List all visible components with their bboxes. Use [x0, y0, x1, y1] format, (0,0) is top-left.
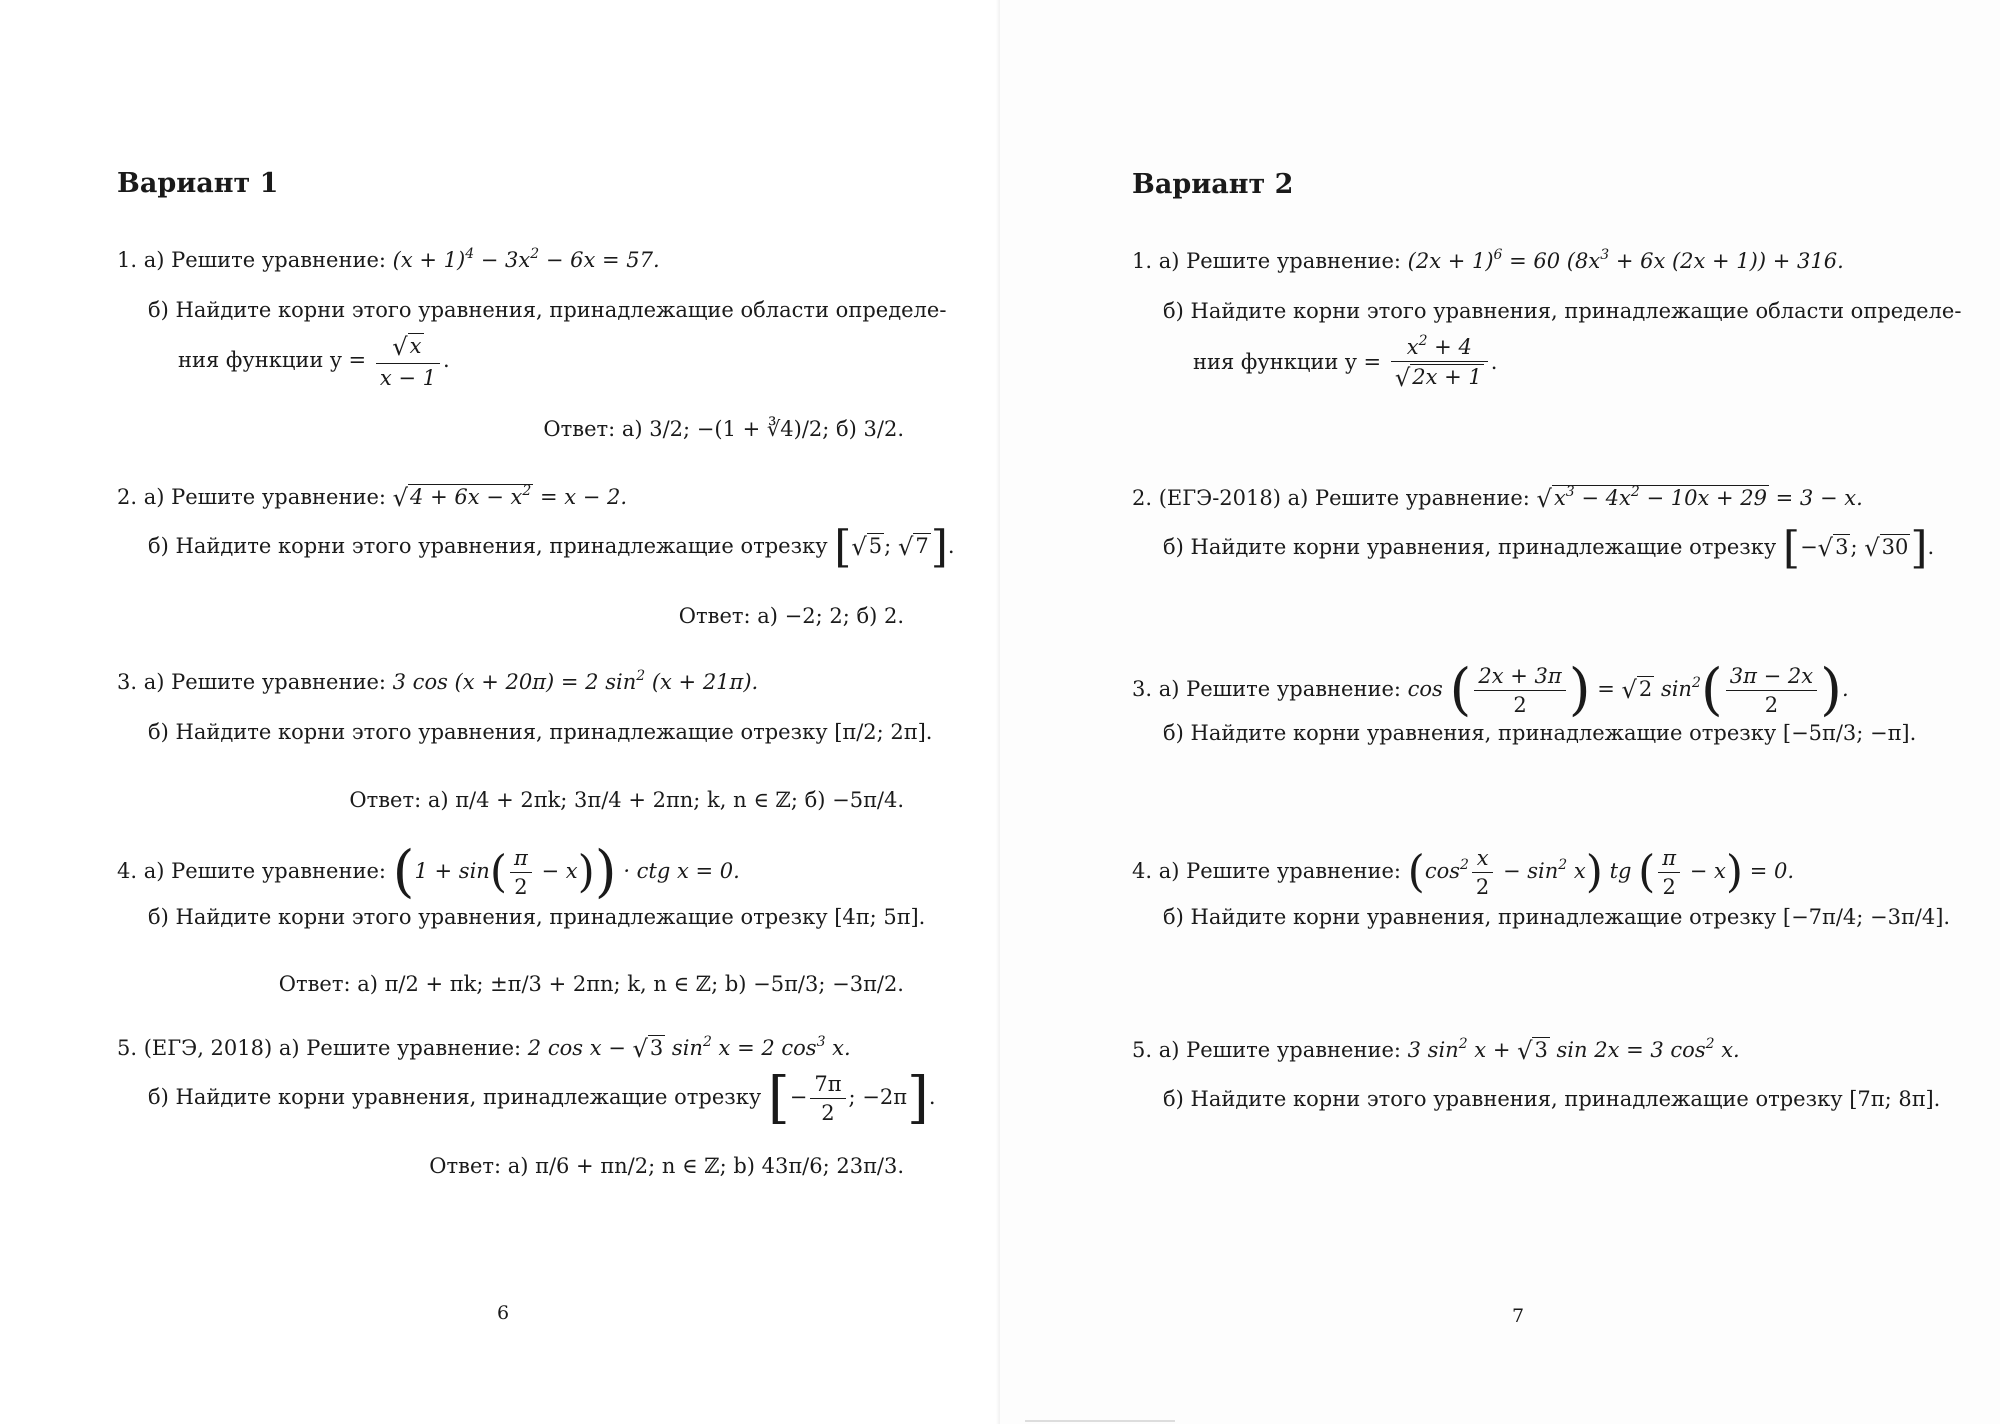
- problem-part-a: [1132, 1037, 1740, 1065]
- problem-part-b: б) Найдите корни этого уравнения, принадлежащие области определе-: [1163, 299, 1962, 323]
- problem-part-b: б) Найдите корни этого уравнения, принадлежащие отрезку [√5; √7].: [148, 521, 955, 573]
- problem-part-a: [1132, 485, 1863, 513]
- problem-part-a: [117, 1035, 851, 1063]
- part-a-text: 5. а) Решите уравнение:: [1132, 1038, 1408, 1062]
- problem-part-a: [1132, 657, 1849, 723]
- part-a-text: 4. а) Решите уравнение:: [1132, 859, 1408, 883]
- part-b-text: ния функции y =: [178, 348, 373, 372]
- problem-part-b: б) Найдите корни уравнения, принадлежащие отрезку [− $\frac{7\pi}{2}$ ; −2π].: [148, 1065, 936, 1131]
- problem-part-a: [1132, 846, 1794, 899]
- part-b-text: б) Найдите корни уравнения, принадлежащие отрезку: [148, 1085, 768, 1109]
- problem-part-b: б) Найдите корни этого уравнения, принадлежащие отрезку [4π; 5π].: [148, 905, 926, 929]
- part-a-text: 5. (ЕГЭ, 2018) а) Решите уравнение:: [117, 1036, 528, 1060]
- part-a-text: 1. а) Решите уравнение:: [1132, 249, 1408, 273]
- part-a-text: 3. а) Решите уравнение:: [1132, 677, 1408, 701]
- problem-part-a: [1132, 249, 1844, 273]
- part-b-text: ния функции y =: [1193, 350, 1388, 374]
- equation: (1 + sin( $\frac{\pi}{2}$ − x)) · ctg x = 0.: [392, 839, 740, 905]
- problem-part-a: [117, 839, 740, 905]
- fraction: $\frac{√x}{x - 1}$: [376, 333, 440, 390]
- variant-title: Вариант 1: [117, 168, 279, 199]
- problem-part-b: б) Найдите корни этого уравнения, принадлежащие отрезку [7π; 8π].: [1163, 1087, 1941, 1111]
- equation: $(2x + 1)^6 = 60$ ($8x^3 + 6x$ (2x + 1)) + 316.: [1407, 247, 1844, 273]
- variant-title: Вариант 2: [1132, 169, 1294, 200]
- equation: $√x^3 - 4x^2 - 10x + 29 = 3 - x$.: [1536, 484, 1863, 513]
- problem-part-b: б) Найдите корни этого уравнения, принадлежащие области определе-: [148, 298, 947, 322]
- answer: Ответ: а) π/6 + πn/2; n ∈ ℤ; b) 43π/6; 23π/3.: [429, 1154, 904, 1178]
- equation: cos ( $\frac{2x + 3\pi}{2}$ ) = √2 $\sin^2$( $\frac{3\pi - 2x}{2}$ ).: [1407, 657, 1849, 723]
- problem-part-a: [117, 670, 758, 694]
- problem-part-b: б) Найдите корни уравнения, принадлежащие отрезку [−√3; √30].: [1163, 522, 1935, 574]
- equation: 3 $\sin^2 x + √3$ sin 2x = 3 $\cos^2 x$.: [1407, 1036, 1740, 1065]
- equation: $√4 + 6x - x^2 = x - 2$.: [392, 483, 628, 512]
- part-a-text: 2. (ЕГЭ-2018) а) Решите уравнение:: [1132, 486, 1537, 510]
- equation: 2 cos x − √3 $\sin^2 x = 2$ $\cos^3 x$.: [527, 1034, 851, 1063]
- part-a-text: 2. а) Решите уравнение:: [117, 485, 393, 509]
- part-a-text: 3. а) Решите уравнение:: [117, 670, 393, 694]
- part-b-text: б) Найдите корни уравнения, принадлежащие отрезку: [1163, 535, 1783, 559]
- part-b-text: б) Найдите корни этого уравнения, принадлежащие отрезку: [148, 534, 835, 558]
- part-a-text: 4. а) Решите уравнение:: [117, 859, 393, 883]
- scan-artifact: [1025, 1420, 1175, 1422]
- equation: 3 cos (x + 20π) = 2 $\sin^2 (x + 21\pi)$.: [392, 668, 759, 694]
- answer: Ответ: а) π/2 + πk; ±π/3 + 2πn; k, n ∈ ℤ; b) −5π/3; −3π/2.: [278, 972, 904, 996]
- equation: $(x + 1)^4 - 3x^2 - 6x = 57$.: [392, 246, 660, 272]
- part-a-text: 1. а) Решите уравнение:: [117, 248, 393, 272]
- problem-part-b: б) Найдите корни уравнения, принадлежащие отрезку [−5π/3; −π].: [1163, 721, 1917, 745]
- page-number: 7: [1512, 1305, 1525, 1327]
- problem-part-b-cont: ния функции y = $\frac{x^2 + 4}{√2x + 1}$ .: [1193, 333, 1498, 392]
- answer: Ответ: а) π/4 + 2πk; 3π/4 + 2πn; k, n ∈ ℤ; б) −5π/4.: [349, 788, 904, 812]
- fraction: $\frac{x^2 + 4}{√2x + 1}$: [1391, 335, 1488, 392]
- page-number: 6: [497, 1302, 510, 1324]
- problem-part-b: б) Найдите корни уравнения, принадлежащие отрезку [−7π/4; −3π/4].: [1163, 905, 1951, 929]
- answer: Ответ: а) 3/2; −(1 + ∛4)/2; б) 3/2.: [543, 417, 904, 441]
- equation: ($\cos^2$ $\frac{x}{2}$ − $\sin^2 x$) tg ( $\frac{\pi}{2}$ − x) = 0.: [1407, 846, 1795, 899]
- problem-part-b: б) Найдите корни этого уравнения, принадлежащие отрезку [π/2; 2π].: [148, 720, 933, 744]
- problem-part-a: [117, 248, 660, 272]
- answer: Ответ: а) −2; 2; б) 2.: [678, 604, 904, 628]
- problem-part-a: [117, 484, 627, 512]
- problem-part-b-cont: ния функции y = $\frac{√x}{x - 1}$ .: [178, 333, 450, 390]
